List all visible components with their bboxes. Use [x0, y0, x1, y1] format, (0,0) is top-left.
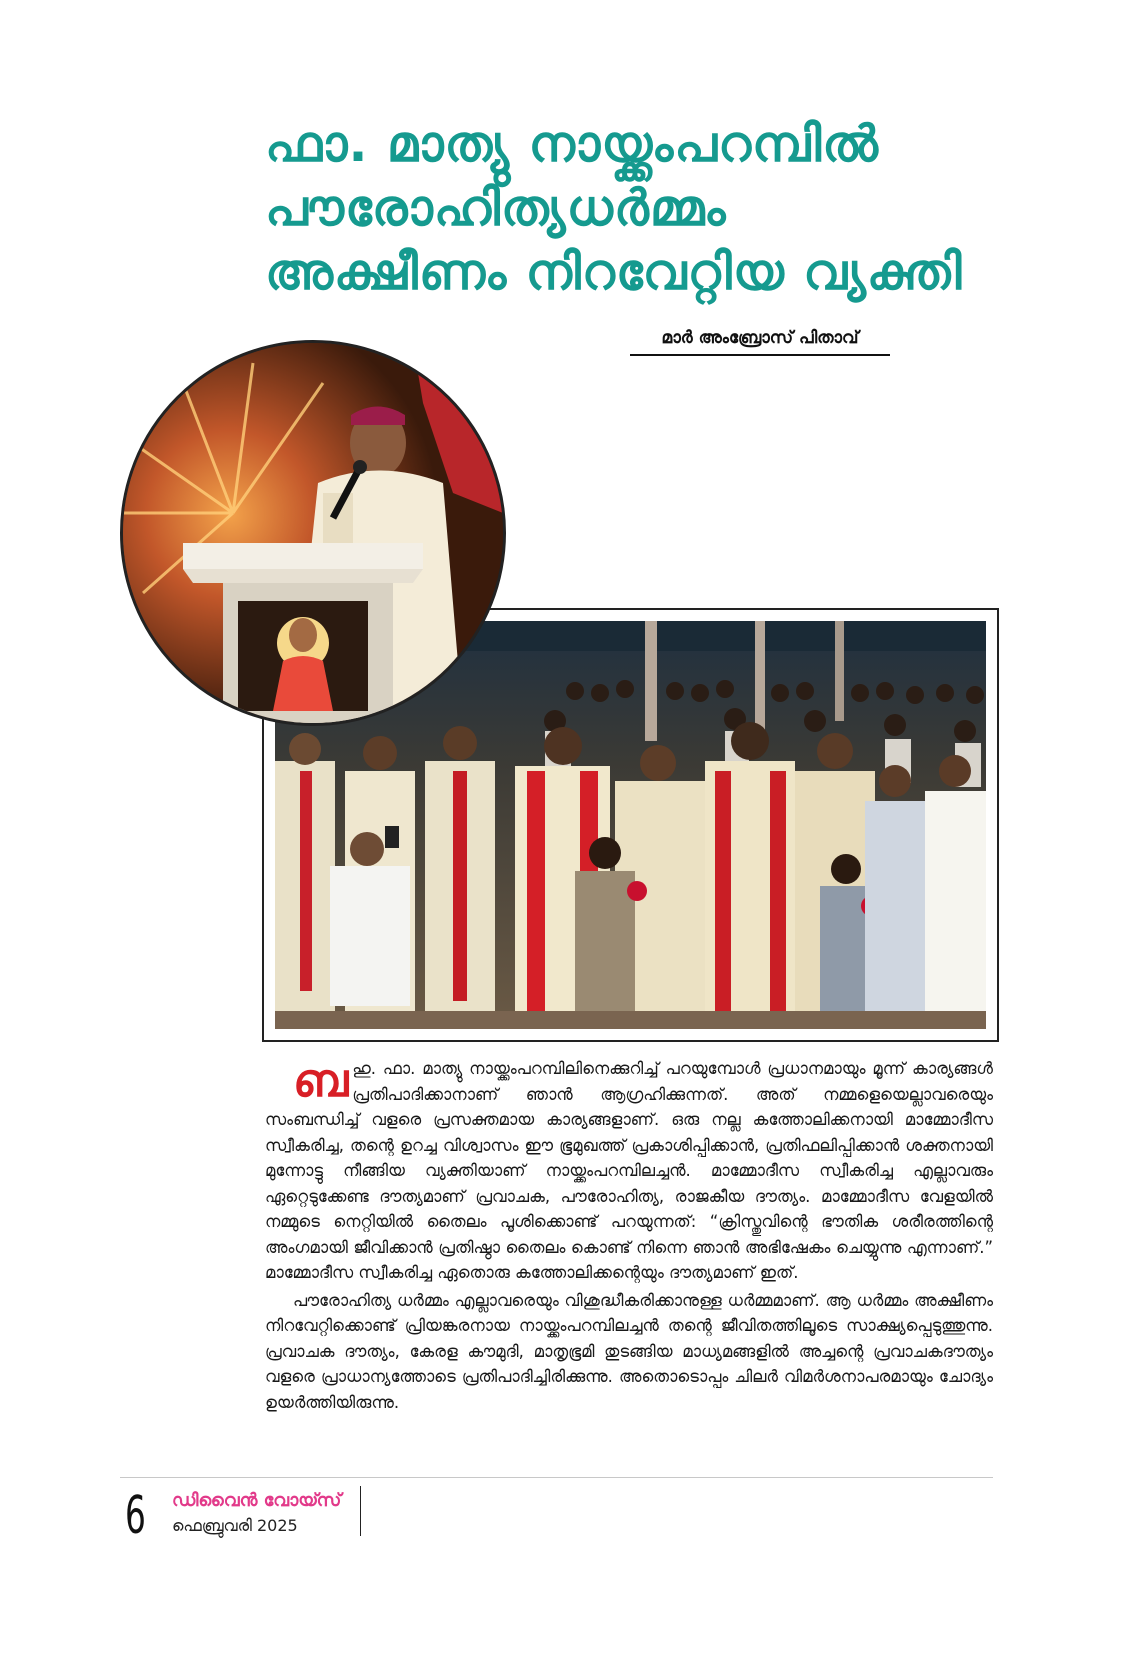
paragraph-1 [265, 1053, 993, 1286]
magazine-name: ഡിവൈൻ വോയ്സ് [172, 1490, 342, 1511]
article-body [265, 1053, 993, 1415]
page-number: 6 [125, 1486, 146, 1546]
issue-date: ഫെബ്രുവരി 2025 [172, 1516, 298, 1535]
title-line-3: അക്ഷീണം നിറവേറ്റിയ വ്യക്തി [265, 243, 963, 301]
title-line-1: ഫാ. മാത്യു നായ്ക്കംപറമ്പിൽ [265, 115, 879, 173]
footer-separator [360, 1486, 361, 1536]
article-title [265, 112, 1025, 304]
drop-cap: ബ [293, 1053, 349, 1107]
author-byline: മാർ അംബ്രോസ് പിതാവ് [630, 328, 890, 356]
footer-divider [120, 1477, 993, 1478]
bishop-speaking-photo [120, 340, 506, 726]
paragraph-1-text: ഹു. ഫാ. മാത്യു നായ്ക്കംപറമ്പിലിനെക്കുറിച്ച് പറയുമ്പോൾ പ്രധാനമായും മൂന്ന് കാര്യങ്ങൾ പ്രതിപാദിക്കാനാണ് ഞാൻ ആഗ്രഹിക്കുന്നത്. അത് നമ്മളെയെല്ലാവരെയും സംബന്ധിച്ച് വളരെ പ്രസക്തമായ കാര്യങ്ങളാണ്. ഒരു നല്ല കത്തോലിക്കനായി മാമ്മോദീസ സ്വീകരിച്ച, തന്റെ ഉറച്ച വിശ്വാസം ഈ ഭൂമുഖത്ത് പ്രകാശിപ്പിക്കാൻ, പ്രതിഫലിപ്പിക്കാൻ ശക്തനായി മുന്നോട്ടു നീങ്ങിയ വ്യക്തിയാണ് നായ്ക്കംപറമ്പിലച്ചൻ. മാമ്മോദീസ സ്വീകരിച്ച എല്ലാവരും ഏറ്റെടുക്കേണ്ട ദൗത്യമാണ് പ്രവാചക, പൗരോഹിത്യ, രാജകീയ ദൗത്യം. മാമ്മോദീസ വേളയിൽ നമ്മുടെ നെറ്റിയിൽ തൈലം പൂശിക്കൊണ്ട് പറയുന്നത്: “ക്രിസ്തുവിന്റെ ഭൗതിക ശരീരത്തിന്റെ അംഗമായി ജീവിക്കാൻ പ്രതിഷ്ഠാ തൈലം കൊണ്ട് നിന്നെ ഞാൻ അഭിഷേകം ചെയ്യുന്നു എന്നാണ്.” മാമ്മോദീസ സ്വീകരിച്ച ഏതൊരു കത്തോലിക്കന്റെയും ദൗത്യമാണ് ഇത്. [265, 1059, 993, 1282]
paragraph-2: പൗരോഹിത്യ ധർമ്മം എല്ലാവരെയും വിശുദ്ധീകരിക്കാനുള്ള ധർമ്മമാണ്. ആ ധർമ്മം അക്ഷീണം നിറവേറ്റിക്കൊണ്ട് പ്രിയങ്കരനായ നായ്ക്കംപറമ്പിലച്ചൻ തന്റെ ജീവിതത്തിലൂടെ സാക്ഷ്യപ്പെടുത്തുന്നു. പ്രവാചക ദൗത്യം, കേരള കൗമുദി, മാതൃഭൂമി തുടങ്ങിയ മാധ്യമങ്ങളിൽ അച്ചന്റെ പ്രവാചകദൗത്യം വളരെ പ്രാധാന്യത്തോടെ പ്രതിപാദിച്ചിരിക്കുന്നു. അതൊടൊപ്പം ചിലർ വിമർശനാപരമായും ചോദ്യം ഉയർത്തിയിരുന്നു. [265, 1290, 993, 1412]
title-line-2: പൗരോഹിത്യധർമ്മം [265, 179, 727, 237]
